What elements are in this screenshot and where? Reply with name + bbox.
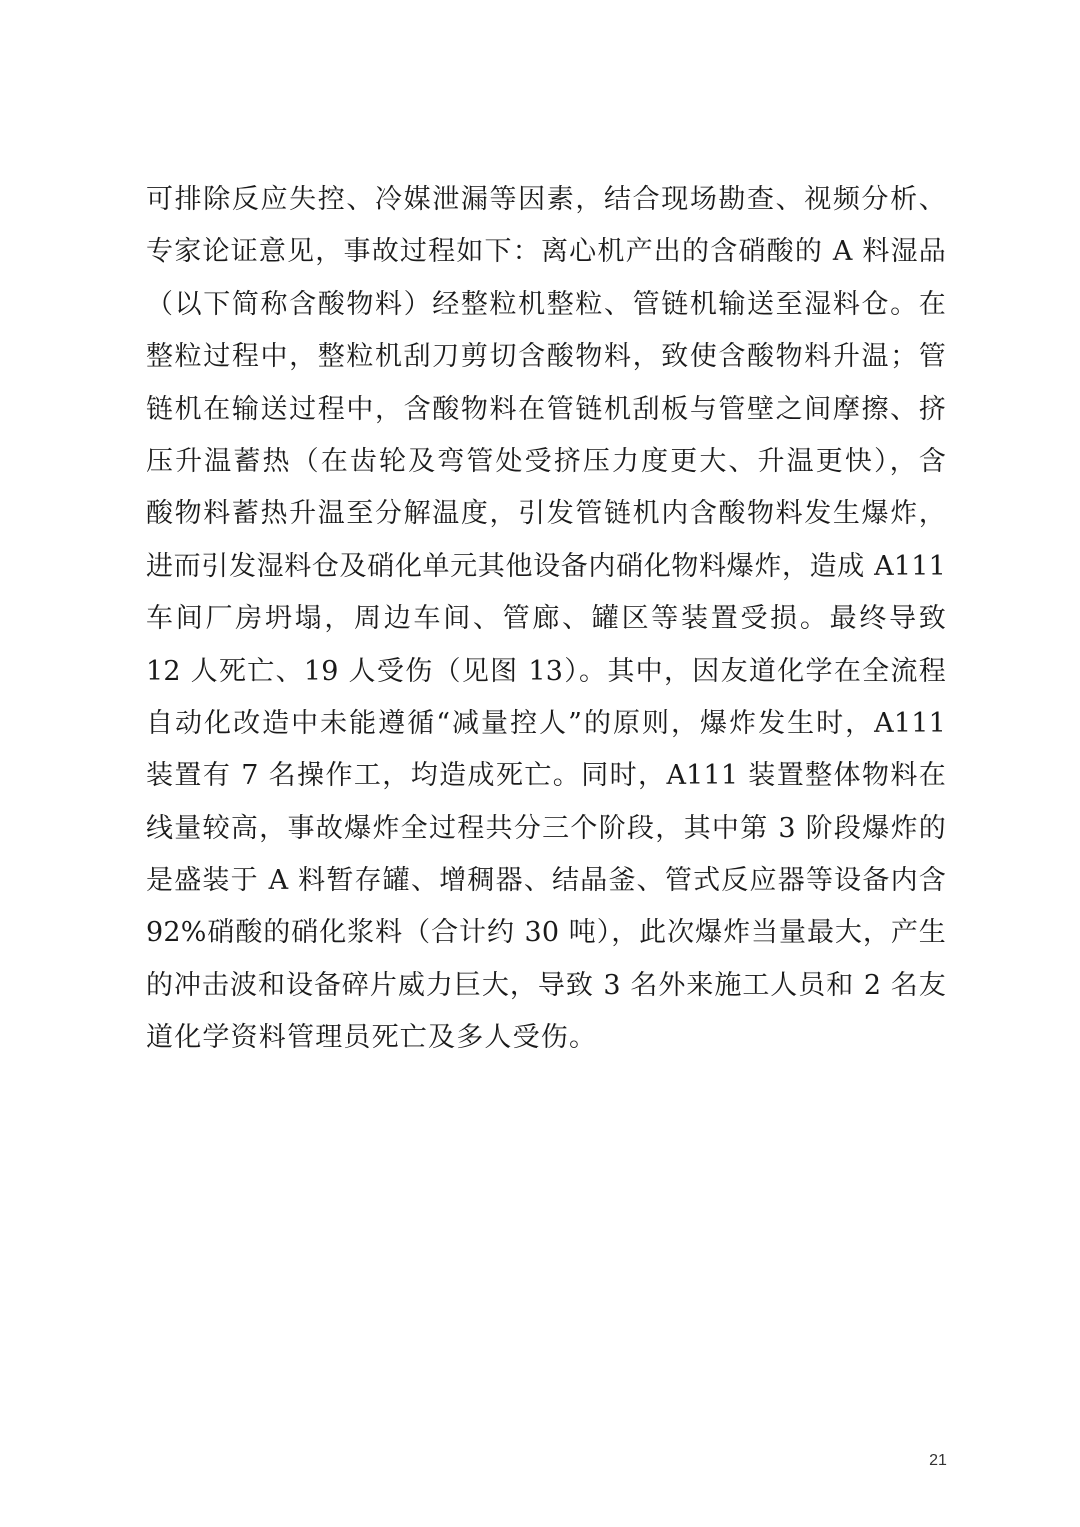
text-line: 的冲击波和设备碎片威力巨大，导致 3 名外来施工人员和 2 名友 xyxy=(146,969,946,1001)
text-line: （以下简称含酸物料）经整粒机整粒、管链机输送至湿料仓。在 xyxy=(146,288,946,320)
body-paragraph xyxy=(146,174,946,1065)
text-line: 酸物料蓄热升温至分解温度，引发管链机内含酸物料发生爆炸， xyxy=(146,498,946,530)
text-line: 装置有 7 名操作工，均造成死亡。同时，A111 装置整体物料在 xyxy=(146,760,946,792)
text-line: 压升温蓄热（在齿轮及弯管处受挤压力度更大、升温更快），含 xyxy=(146,445,946,477)
text-line: 自动化改造中未能遵循“减量控人”的原则，爆炸发生时，A111 xyxy=(146,707,946,739)
text-line: 车间厂房坍塌，周边车间、管廊、罐区等装置受损。最终导致 xyxy=(146,603,946,635)
text-line-last: 道化学资料管理员死亡及多人受伤。 xyxy=(146,1022,598,1054)
text-line: 92%硝酸的硝化浆料（合计约 30 吨），此次爆炸当量最大，产生 xyxy=(146,917,946,949)
page-number: 21 xyxy=(929,1452,947,1469)
text-line: 进而引发湿料仓及硝化单元其他设备内硝化物料爆炸，造成 A111 xyxy=(146,550,946,582)
text-line: 12 人死亡、19 人受伤（见图 13）。其中，因友道化学在全流程 xyxy=(146,655,946,687)
text-line: 整粒过程中，整粒机刮刀剪切含酸物料，致使含酸物料升温；管 xyxy=(146,341,946,373)
text-line: 专家论证意见，事故过程如下：离心机产出的含硝酸的 A 料湿品 xyxy=(146,236,946,268)
text-line: 是盛装于 A 料暂存罐、增稠器、结晶釜、管式反应器等设备内含 xyxy=(146,865,946,897)
text-line: 链机在输送过程中，含酸物料在管链机刮板与管壁之间摩擦、挤 xyxy=(146,393,946,425)
text-line: 线量较高，事故爆炸全过程共分三个阶段，其中第 3 阶段爆炸的 xyxy=(146,812,946,844)
text-line: 可排除反应失控、冷媒泄漏等因素，结合现场勘查、视频分析、 xyxy=(146,184,946,215)
